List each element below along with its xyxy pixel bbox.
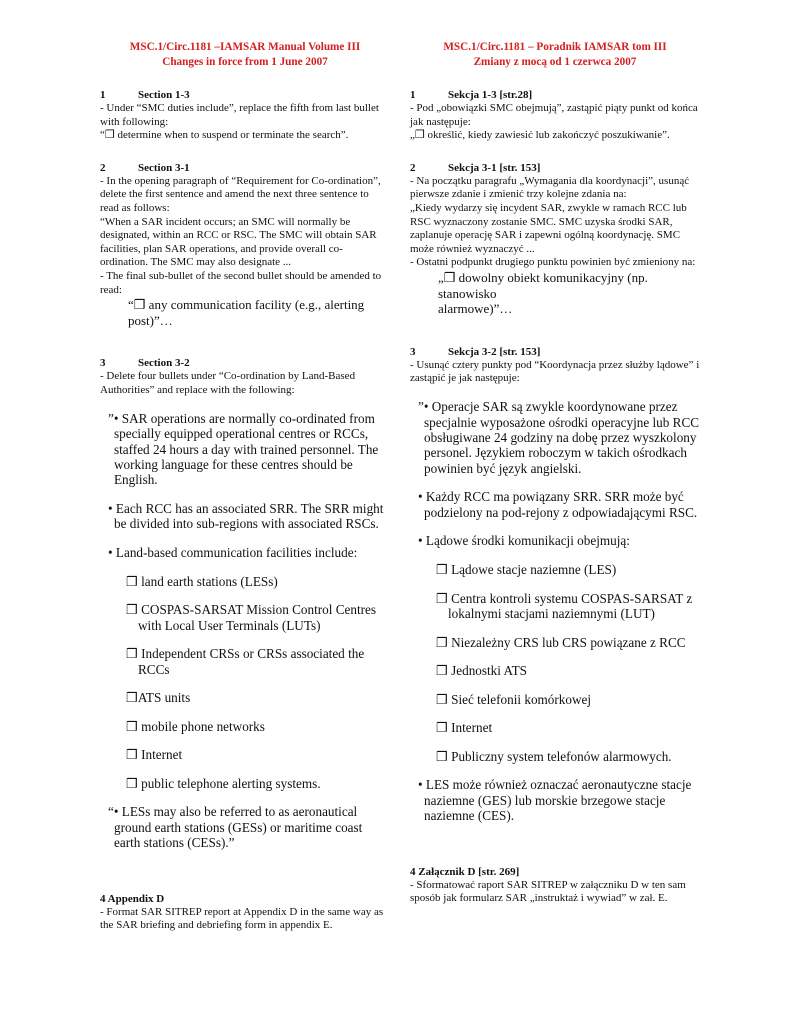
facility-item: ❒ COSPAS-SARSAT Mission Control Centres with Local User Terminals (LUTs) [126, 602, 376, 633]
section-2-replacement: „Kiedy wydarzy się incydent SAR, zwykle w ramach RCC lub RSC wyznaczony zostanie SMC. SMC uzyska środki SAR, zaplanuje operację SAR i zapewni ogólną koordynację. SMC może również wyznaczyć ... [410, 201, 687, 255]
section-2-instruction: - Na początku paragrafu „Wymagania dla koordynacji”, usunąć pierwsze zdanie i zmienić trzy kolejne zdania na: [410, 174, 690, 201]
english-header-title: MSC.1/Circ.1181 –IAMSAR Manual Volume III [129, 41, 361, 53]
section-2-replacement: “When a SAR incident occurs; an SMC will normally be designated, within an RCC or RSC. The SMC will obtain SAR facilities, plan SAR operations, and provide overall co-ordination. The SMC may also designate ... [100, 215, 377, 269]
section-1-heading: 1 Section 1-3 [100, 89, 190, 101]
polish-column [410, 40, 700, 906]
facility-item: ❒ Internet [126, 747, 183, 763]
section-3-bullet-2: • Each RCC has an associated SRR. The SRR might be divided into sub-regions with associated RSCs. [108, 500, 384, 532]
section-2-subbullet-instruction: - The final sub-bullet of the second bullet should be amended to read: [100, 269, 382, 296]
section-3-heading: 3 Section 3-2 [100, 357, 190, 370]
section-2-heading: 2 Sekcja 3-1 [str. 153] [410, 161, 541, 174]
section-3-bullet-3: • Lądowe środki komunikacji obejmują: [418, 533, 630, 549]
polish-header-subtitle: Zmiany z mocą od 1 czerwca 2007 [473, 56, 637, 68]
facility-item: ❒ Independent CRSs or CRSs associated the RCCs [126, 646, 365, 677]
section-2-quote: „❒ dowolny obiekt komunikacyjny (np. stanowisko [438, 269, 648, 301]
section-2-quote-cont: alarmowe)”… [438, 301, 513, 317]
english-column [100, 40, 390, 933]
section-3-bullet-3: • Land-based communication facilities include: [108, 544, 358, 560]
section-2-instruction: - In the opening paragraph of “Requirement for Co-ordination”, delete the first sentence and amend the next three sentence to read as follows: [100, 174, 381, 214]
section-3-instruction: - Usunąć cztery punkty pod “Koordynacja przez służby lądowe” i zastąpić je jak następuje: [410, 358, 700, 385]
section-1-replacement: „❒ określić, kiedy zawiesić lub zakończyć poszukiwanie”. [410, 129, 670, 142]
section-4-instruction: - Sformatować raport SAR SITREP w załączniku D w ten sam sposób jak formularz SAR „instruktaż i wywiad” w zał. E. [410, 878, 686, 905]
facility-item: ❒ Jednostki ATS [436, 663, 527, 679]
section-3-bullet-1: ”• SAR operations are normally co-ordinated from specially equipped operational centres or RCCs, staffed 24 hours a day with trained personnel. The working language for these centres should be English. [108, 410, 379, 488]
facility-item: ❒ Lądowe stacje naziemne (LES) [436, 561, 617, 577]
section-3-instruction: - Delete four bullets under “Co-ordination by Land-Based Authorities” and replace with the following: [100, 370, 356, 396]
facility-item: ❒ Niezależny CRS lub CRS powiązane z RCC [436, 634, 686, 650]
facility-item: ❒ public telephone alerting systems. [126, 775, 321, 791]
section-1-replacement: “❒ determine when to suspend or terminate the search”. [100, 129, 349, 142]
facility-item: ❒ Publiczny system telefonów alarmowych. [436, 748, 672, 764]
polish-header-title: MSC.1/Circ.1181 – Poradnik IAMSAR tom III [443, 41, 667, 53]
polish-header [410, 40, 700, 70]
section-2-subbullet-instruction: - Ostatni podpunkt drugiego punktu powinien być zmieniony na: [410, 256, 696, 269]
section-1-instruction: - Pod „obowiązki SMC obejmują”, zastąpić piąty punkt od końca jak następuje: [410, 102, 698, 128]
facility-item: ❒ Centra kontroli systemu COSPAS-SARSAT z lokalnymi stacjami naziemnymi (LUT) [436, 590, 693, 621]
section-1-heading: 1 Sekcja 1-3 [str.28] [410, 89, 533, 101]
facility-item: ❒ Sieć telefonii komórkowej [436, 691, 592, 707]
section-1-instruction: - Under “SMC duties include”, replace the fifth from last bullet with following: [100, 102, 379, 128]
facility-item: ❒ATS units [126, 690, 191, 706]
section-3-bullet-4: • LES może również oznaczać aeronautyczne stacje naziemne (GES) lub morskie brzegowe stacje naziemne (CES). [418, 777, 692, 824]
section-2-heading: 2 Section 3-1 [100, 161, 190, 174]
facility-item: ❒ Internet [436, 720, 493, 736]
section-4-heading: 4 Appendix D [100, 892, 165, 905]
english-header-subtitle: Changes in force from 1 June 2007 [162, 56, 328, 68]
section-4-heading: 4 Załącznik D [str. 269] [410, 865, 520, 878]
facility-item: ❒ mobile phone networks [126, 718, 265, 734]
section-3-bullet-1: ”• Operacje SAR są zwykle koordynowane przez specjalnie wyposażone ośrodki operacyjne lub RCC obsługiwane 24 godziny na dobę przez wyszkolony personel. Językiem roboczym w takich ośrodkach powinien być język angielski. [418, 399, 700, 476]
section-3-bullet-2: • Każdy RCC ma powiązany SRR. SRR może być podzielony na pod-rejony z odpowiadającymi RSC. [418, 489, 698, 520]
section-3-bullet-4: “• LESs may also be referred to as aeronautical ground earth stations (GESs) or maritime coast earth stations (CESs).” [108, 804, 363, 851]
facility-item: ❒ land earth stations (LESs) [126, 573, 278, 589]
section-2-quote: “❒ any communication facility (e.g., alerting post)”… [128, 297, 365, 328]
english-header [100, 40, 390, 70]
section-4-instruction: - Format SAR SITREP report at Appendix D in the same way as the SAR briefing and debriefing form in appendix E. [100, 905, 384, 932]
section-3-heading: 3 Sekcja 3-2 [str. 153] [410, 345, 541, 358]
